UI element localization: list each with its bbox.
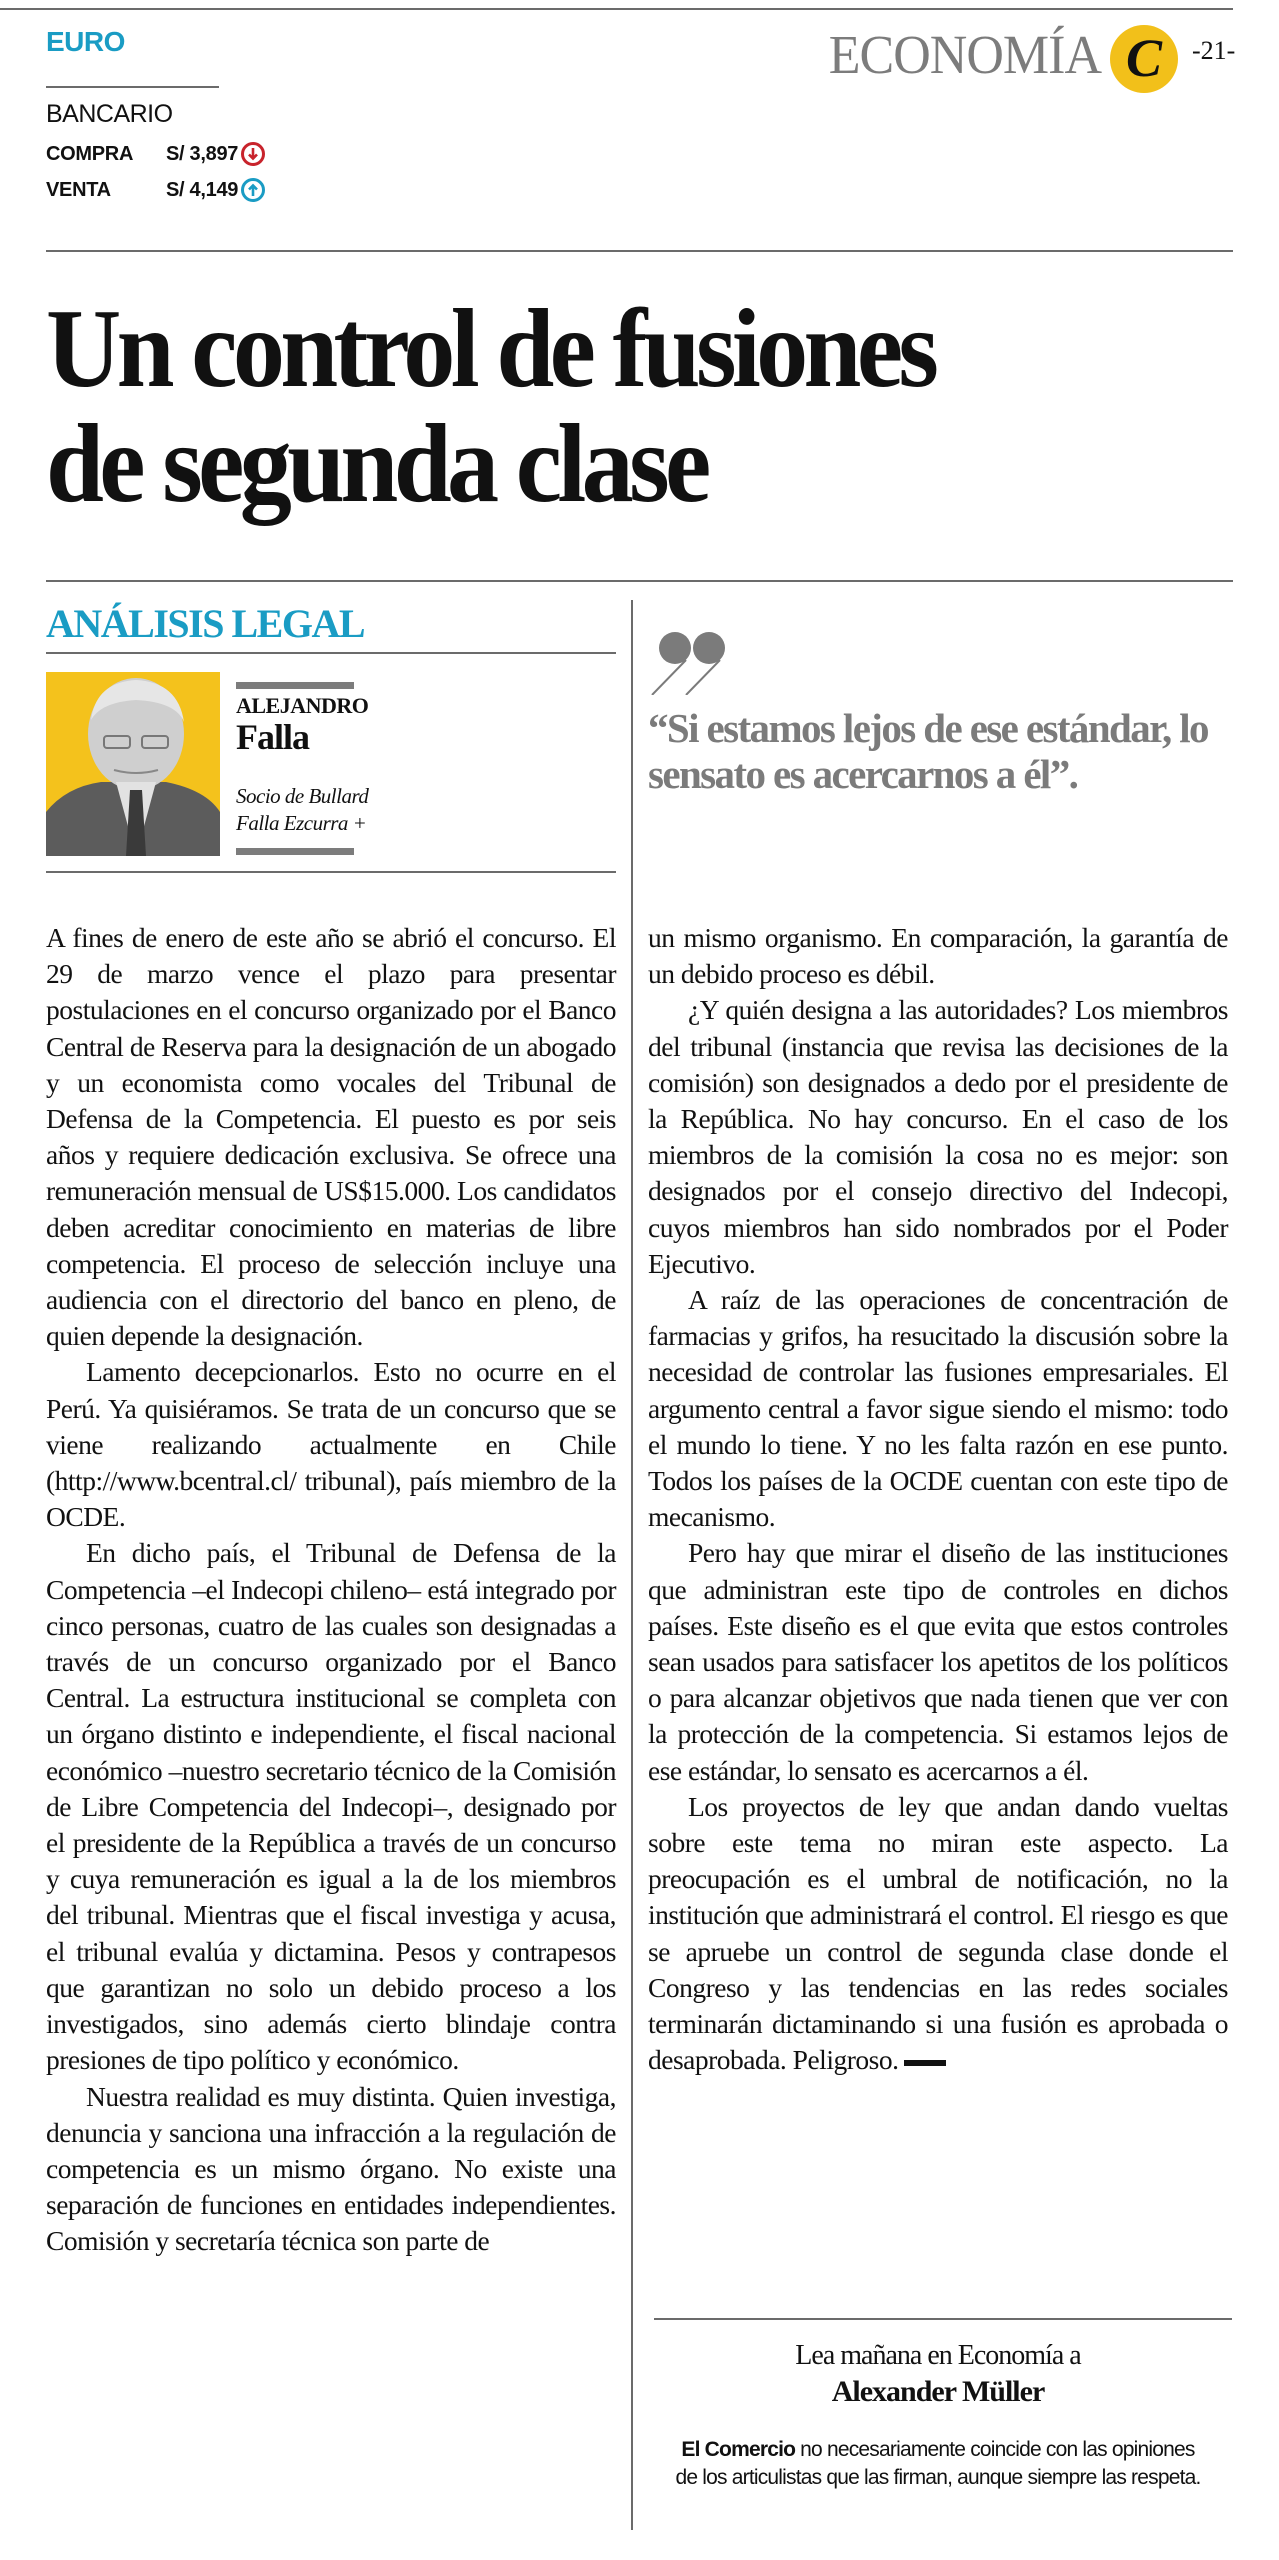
paragraph-last bbox=[648, 1789, 1228, 2079]
disclaimer-text: no necesariamente coincide con las opiniones de los articulistas que las firman, aunque siempre las respeta. bbox=[675, 2438, 1201, 2489]
page-number: -21- bbox=[1192, 36, 1236, 65]
headline-bottom-rule bbox=[46, 580, 1233, 582]
headline-line-2: de segunda clase bbox=[46, 402, 707, 526]
author-role bbox=[236, 783, 368, 837]
body-column-left bbox=[46, 920, 616, 2260]
column-divider bbox=[631, 600, 633, 2530]
paragraph: Nuestra realidad es muy distinta. Quien investiga, denuncia y sanciona una infracción a la regulación de competencia es un mismo órgano. No existe una separación de funciones en entidades independientes. Comisión y secretaría técnica son parte de bbox=[46, 2080, 616, 2257]
currency-value: S/ 4,149 bbox=[166, 178, 239, 201]
paragraph: un mismo organismo. En comparación, la garantía de un debido proceso es débil. bbox=[648, 922, 1228, 990]
author-role-line-1: Socio de Bullard bbox=[236, 784, 369, 808]
currency-row-sell bbox=[46, 178, 265, 202]
disclaimer bbox=[672, 2436, 1204, 2492]
arrow-down-circle-icon bbox=[241, 142, 265, 166]
footer-rule bbox=[654, 2318, 1232, 2320]
paragraph-text: Los proyectos de ley que andan dando vueltas sobre este tema no miran este aspecto. La preocupación es el umbral de notificación, no la institución que administrará el control. El riesgo es que se apruebe un control de segunda clase donde el Congreso y las tendencias en las redes sociales terminarán dictaminando si una fusión es aprobada o desaprobada. Peligroso. bbox=[648, 1790, 1228, 2076]
paragraph: A raíz de las operaciones de concentración de farmacias y grifos, ha resucitado la discusión sobre la necesidad de controlar las fusiones empresariales. El argumento central a favor sigue siendo el mismo: todo el mundo lo tiene. Y no les falta razón en ese punto. Todos los países de la OCDE cuentan con este tipo de mecanismo. bbox=[648, 1284, 1228, 1533]
paragraph: En dicho país, el Tribunal de Defensa de la Competencia –el Indecopi chileno– está integrado por cinco personas, cuatro de las cuales son designadas a través de un concurso organizado por el Banco Central. La estructura institucional se completa con un órgano distinto e independiente, el fiscal nacional económico –nuestro secretario técnico de la Comisión de Libre Competencia del Indecopi–, designado por el presidente de la República a través de un concurso y cuya remuneración es igual a la de los miembros del tribunal. Mientras que el fiscal investiga y acusa, el tribunal evalúa y dictamina. Pesos y contrapesos que garantizan no solo un debido proceso a los investigados, sino además cierto blindaje contra presiones de tipo político y económico. bbox=[46, 1537, 616, 2076]
pull-quote: “Si estamos lejos de ese estándar, lo sensato es acercarnos a él”. bbox=[648, 705, 1208, 797]
author-bar-bottom bbox=[236, 848, 354, 855]
paragraph: A fines de enero de este año se abrió el concurso. El 29 de marzo vence el plazo para presentar postulaciones en el concurso organizado por el Banco Central de Reserva para la designación de un abogado y un economista como vocales del Tribunal de Defensa de la Competencia. El puesto es por seis años y requiere dedicación exclusiva. Se ofrece una remuneración mensual de US$15.000. Los candidatos deben acreditar conocimiento en materias de libre competencia. El proceso de selección incluye una audiencia con el directorio del banco en pleno, de quien depende la designación. bbox=[46, 922, 616, 1352]
currency-title: EURO bbox=[46, 26, 125, 57]
body-column-right bbox=[648, 920, 1228, 2079]
headline-line-1: Un control de fusiones bbox=[46, 287, 935, 411]
section-name: ECONOMÍA bbox=[828, 25, 1101, 86]
paragraph: ¿Y quién designa a las autoridades? Los miembros del tribunal (instancia que revisa las decisiones de la comisión) son designados a dedo por el presidente de la República. No hay concurso. En el caso de los miembros de la comisión la cosa no es mejor: son designados por el consejo directivo del Indecopi, cuyos miembros han sido nombrados por el Poder Ejecutivo. bbox=[648, 994, 1228, 1279]
next-columnist-intro: Lea mañana en Economía a bbox=[795, 2340, 1081, 2371]
quote-marks-icon bbox=[646, 615, 736, 700]
paragraph: Lamento decepcionarlos. Esto no ocurre en el Perú. Ya quisiéramos. Se trata de un concurso que se viene realizando actualmente en Chile (http://www.bcentral.cl/ tribunal), país miembro de la OCDE. bbox=[46, 1356, 616, 1533]
next-columnist-name: Alexander Müller bbox=[831, 2375, 1045, 2408]
author-last-name: Falla bbox=[236, 717, 309, 757]
currency-row-buy bbox=[46, 142, 265, 166]
currency-label: VENTA bbox=[46, 178, 111, 201]
author-bar-top bbox=[236, 682, 354, 689]
end-of-article-mark bbox=[904, 2060, 946, 2066]
currency-subtitle: BANCARIO bbox=[46, 100, 173, 128]
header-bottom-rule bbox=[46, 250, 1233, 252]
currency-divider bbox=[46, 86, 219, 88]
currency-label: COMPRA bbox=[46, 142, 134, 165]
author-photo bbox=[46, 672, 220, 856]
author-first-name: ALEJANDRO bbox=[236, 693, 369, 718]
byline-bottom-rule bbox=[46, 871, 616, 873]
disclaimer-brand: El Comercio bbox=[681, 2438, 796, 2461]
arrow-up-circle-icon bbox=[241, 178, 265, 202]
headline bbox=[46, 287, 1153, 526]
top-rule bbox=[0, 8, 1233, 10]
author-role-line-2: Falla Ezcurra + bbox=[236, 811, 367, 835]
column-tag: ANÁLISIS LEGAL bbox=[46, 601, 365, 646]
paragraph: Pero hay que mirar el diseño de las instituciones que administran este tipo de controles en dichos países. Este diseño es el que evita que estos controles sean usados para satisfacer los apetitos de los políticos o para alcanzar objetivos que nada tienen que ver con la protección de la competencia. Si estamos lejos de ese estándar, lo sensato es acercarnos a él. bbox=[648, 1537, 1228, 1786]
column-tag-rule bbox=[46, 652, 616, 654]
logo-letter: C bbox=[1125, 28, 1163, 88]
currency-value: S/ 3,897 bbox=[166, 142, 239, 165]
el-comercio-logo bbox=[1110, 25, 1178, 93]
